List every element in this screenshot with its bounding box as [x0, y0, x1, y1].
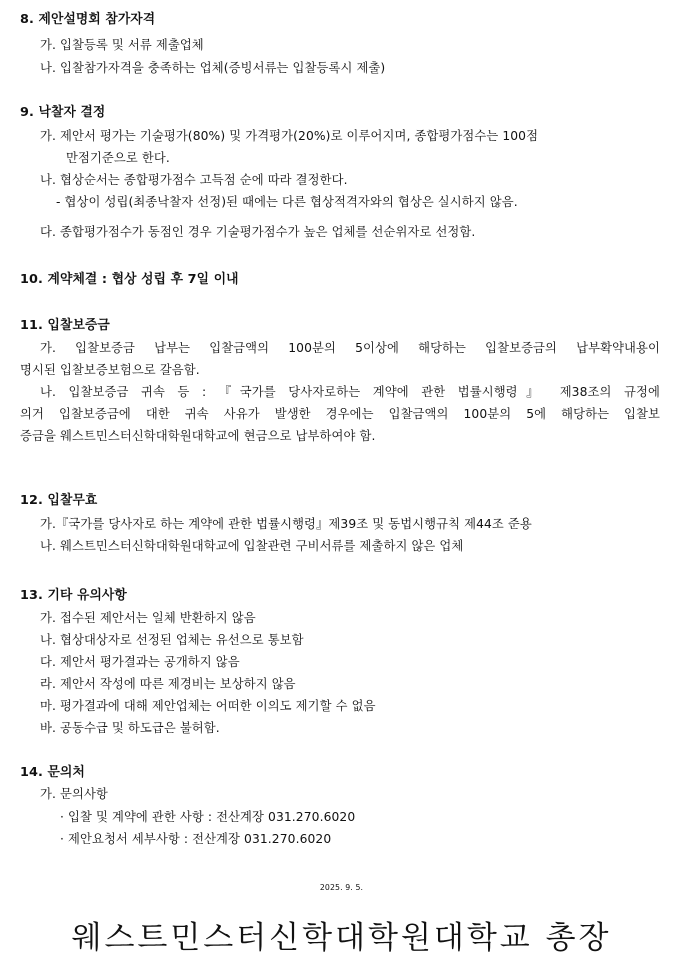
- section-8-heading: 8. 제안설명회 참가자격: [20, 12, 156, 27]
- section-13-heading: 13. 기타 유의사항: [20, 588, 127, 603]
- section-13-item-a: 가. 접수된 제안서는 일체 반환하지 않음: [40, 611, 256, 625]
- section-14-item-a: 가. 문의사항: [40, 787, 108, 801]
- section-10-heading: 10. 계약체결 : 협상 성립 후 7일 이내: [20, 272, 239, 287]
- section-11-para-b-line1: 나. 입찰보증금 귀속 등 : 『국가를 당사자로하는 계약에 관한 법률시행령』 제38조의 규정에: [40, 385, 660, 399]
- section-12-item-a: 가.『국가를 당사자로 하는 계약에 관한 법률시행령』제39조 및 동법시행규칙 제44조 준용: [40, 517, 532, 531]
- section-13-item-b: 나. 협상대상자로 선정된 업체는 유선으로 통보함: [40, 633, 304, 647]
- section-9-heading: 9. 낙찰자 결정: [20, 105, 106, 120]
- section-8-item-b: 나. 입찰참가자격을 충족하는 업체(증빙서류는 입찰등록시 제출): [40, 61, 386, 75]
- section-9-item-c: 다. 종합평가점수가 동점인 경우 기술평가점수가 높은 업체를 선순위자로 선정함.: [40, 225, 476, 239]
- section-9-item-b-note: - 협상이 성립(최종낙찰자 선정)된 때에는 다른 협상적격자와의 협상은 실시하지 않음.: [56, 195, 518, 209]
- section-11-heading: 11. 입찰보증금: [20, 318, 110, 333]
- section-9-item-a-cont: 만점기준으로 한다.: [66, 151, 170, 165]
- section-13-item-d: 라. 제안서 작성에 따른 제경비는 보상하지 않음: [40, 677, 296, 691]
- section-8-item-a: 가. 입찰등록 및 서류 제출업체: [40, 38, 204, 52]
- section-14-contact-bid: · 입찰 및 계약에 관한 사항 : 전산계장 031.270.6020: [60, 810, 356, 824]
- section-9-item-b: 나. 협상순서는 종합평가점수 고득점 순에 따라 결정한다.: [40, 173, 348, 187]
- section-14-heading: 14. 문의처: [20, 765, 85, 780]
- section-11-para-a-line2: 명시된 입찰보증보험으로 갈음함.: [20, 363, 200, 377]
- section-12-item-b: 나. 웨스트민스터신학대학원대학교에 입찰관련 구비서류를 제출하지 않은 업체: [40, 539, 464, 553]
- issuer-signature: 웨스트민스터신학대학원대학교 총장: [71, 920, 612, 956]
- section-14-contact-rfp: · 제안요청서 세부사항 : 전산계장 031.270.6020: [60, 832, 332, 846]
- section-9-item-a: 가. 제안서 평가는 기술평가(80%) 및 가격평가(20%)로 이루어지며, 종합평가점수는 100점: [40, 129, 539, 143]
- section-12-heading: 12. 입찰무효: [20, 493, 98, 508]
- section-11-para-b-line2: 의거 입찰보증금에 대한 귀속 사유가 발생한 경우에는 입찰금액의 100분의 5에 해당하는 입찰보: [20, 407, 660, 421]
- section-11-para-a-line1: 가. 입찰보증금 납부는 입찰금액의 100분의 5이상에 해당하는 입찰보증금의 납부확약내용이: [40, 341, 660, 355]
- section-13-item-f: 바. 공동수급 및 하도급은 불허함.: [40, 721, 220, 735]
- section-11-para-b-line3: 증금을 웨스트민스터신학대학원대학교에 현금으로 납부하여야 함.: [20, 429, 376, 443]
- document-date: 2025. 9. 5.: [319, 883, 364, 892]
- section-13-item-e: 마. 평가결과에 대해 제안업체는 어떠한 이의도 제기할 수 없음: [40, 699, 376, 713]
- section-13-item-c: 다. 제안서 평가결과는 공개하지 않음: [40, 655, 240, 669]
